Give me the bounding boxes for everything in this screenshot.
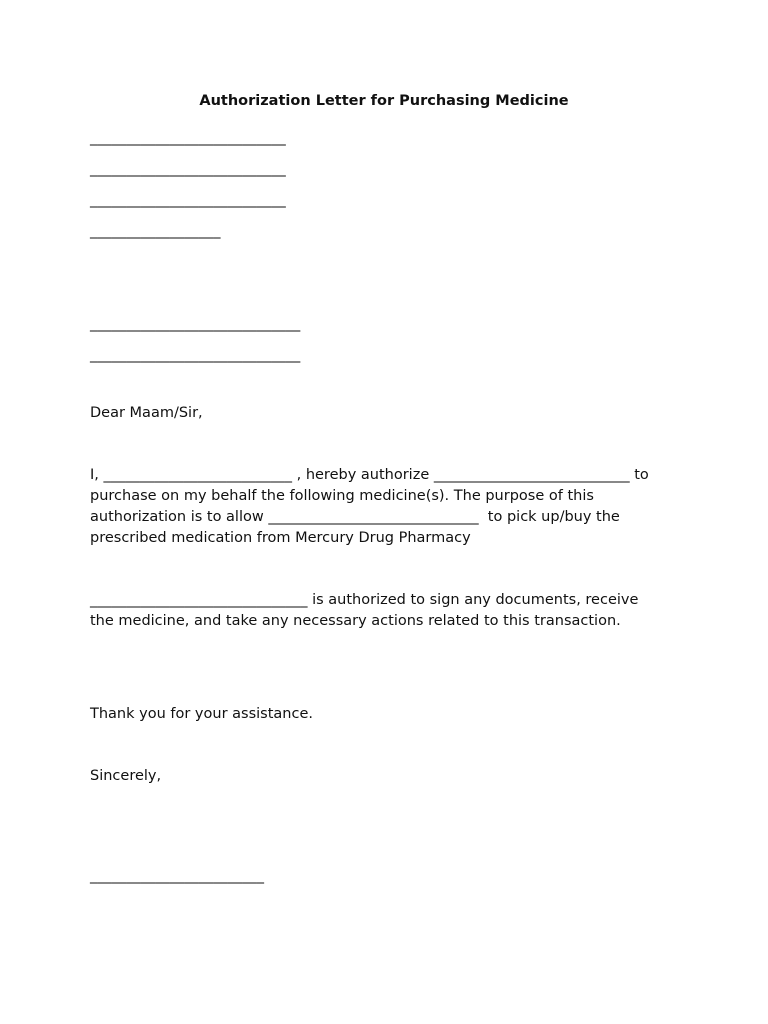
body-paragraph-2: [90, 590, 680, 632]
signature-line: ________________________: [90, 868, 264, 884]
body-paragraph-1-line-2: purchase on my behalf the following medicine(s). The purpose of this: [90, 488, 594, 504]
body-paragraph-1-line-3: authorization is to allow _____________________________ to pick up/buy the: [90, 509, 620, 525]
body-paragraph-1: [90, 465, 680, 549]
thanks-text: Thank you for your assistance.: [90, 706, 313, 722]
sender-line-4: __________________: [90, 223, 221, 239]
letter-title: Authorization Letter for Purchasing Medicine: [199, 93, 569, 109]
body-paragraph-2-line-1: ______________________________ is authorized to sign any documents, receive: [90, 592, 639, 608]
body-paragraph-1-line-1: I, __________________________ , hereby authorize ___________________________ to: [90, 467, 649, 483]
recipient-line-2: _____________________________: [90, 347, 301, 363]
body-paragraph-2-line-2: the medicine, and take any necessary actions related to this transaction.: [90, 613, 621, 629]
recipient-line-1: _____________________________: [90, 316, 301, 332]
salutation: Dear Maam/Sir,: [90, 405, 203, 421]
sender-line-1: ___________________________: [90, 130, 286, 146]
sender-line-3: ___________________________: [90, 192, 286, 208]
body-paragraph-1-line-4: prescribed medication from Mercury Drug Pharmacy: [90, 530, 471, 546]
closing-text: Sincerely,: [90, 768, 162, 784]
sender-line-2: ___________________________: [90, 161, 286, 177]
